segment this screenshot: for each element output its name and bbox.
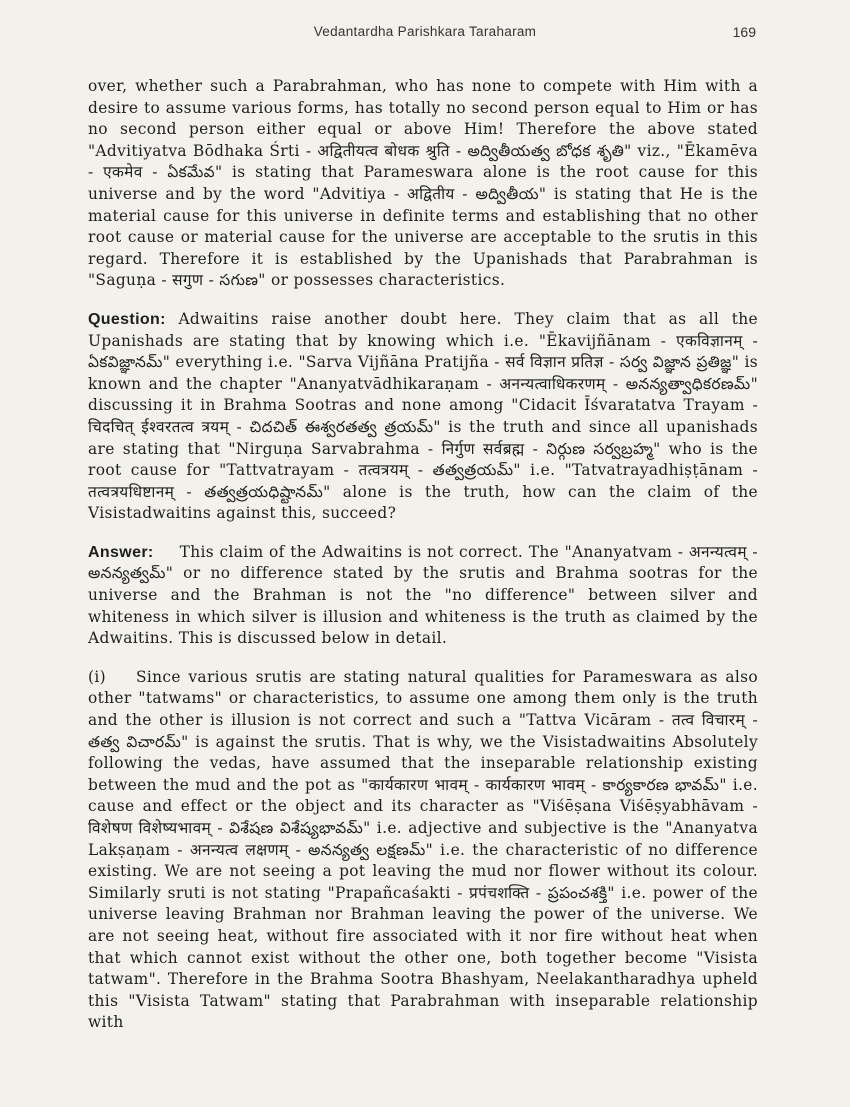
paragraph-text: This claim of the Adwaitins is not correct. The "Ananyatvam - अनन्यत्वम् - అనన్యత్వమ్" or no difference stated by the srutis and Brahma sootras for the universe and the Brahman is not the "no difference" between silver and whiteness in which silver is illusion and whiteness is the truth as claimed by the Adwaitins. This is discussed below in detail. (88, 542, 758, 648)
paragraph-point-i (88, 667, 758, 1034)
paragraph-answer (88, 542, 758, 650)
paragraph-text: Adwaitins raise another doubt here. They claim that as all the Upanishads are stating that by knowing which i.e. "Ēkavijñānam - एकविज्ञानम् - ఏకవిజ్ఞానమ్" everything i.e. "Sarva Vijñāna Pratijña - सर्व विज्ञान प्रतिज्ञ - సర్వ విజ్ఞాన ప్రతిజ్ఞ" is known and the chapter "Ananyatvādhikaraṇam - अनन्यत्वाधिकरणम् - అనన్యత్వాధికరణమ్" discussing it in Brahma Sootras and none among "Cidacit Īśvaratatva Trayam - चिदचित् ईश्वरतत्व त्रयम् - చిదచిత్ ఈశ్వరతత్వ త్రయమ్" is the truth and since all upanishads are stating that "Nirguṇa Sarvabrahma - निर्गुण सर्वब्रह्म - నిర్గుణ సర్వబ్రహ్మ" who is the root cause for "Tattvatrayam - तत्वत्रयम् - తత్వత్రయమ్" i.e. "Tatvatrayadhiṣṭānam - तत्वत्रयधिष्टानम् - తత్వత్రయధిష్టానమ్" alone is the truth, how can the claim of the Visistadwaitins against this, succeed? (88, 309, 758, 523)
paragraph-continuation (88, 76, 758, 292)
paragraph-question (88, 309, 758, 525)
page-number: 169 (732, 24, 756, 40)
answer-label: Answer: (88, 543, 154, 561)
paragraph-text: Since various srutis are stating natural qualities for Parameswara as also other "tatwams" or characteristics, to assume one among them only is the truth and the other is illusion is not correct and such a "Tattva Vicāram - तत्व विचारम् - తత్వ విచారమ్" is against the srutis. That is why, we the Visistadwaitins Absolutely following the vedas, have assumed that the inseparable relationship existing between the mud and the pot as "कार्यकारण भावम् - कार्यकारण भावम् - కార్యకారణ భావమ్" i.e. cause and effect or the object and its character as "Viśēṣana Viśēṣyabhāvam - विशेषण विशेष्यभावम् - విశేషణ విశేష్యభావమ్" i.e. adjective and subjective is the "Ananyatva Lakṣaṇam - अनन्यत्व लक्षणम् - అనన్యత్వ లక్షణమ్" i.e. the characteristic of no difference existing. We are not seeing a pot leaving the mud nor flower without its colour. Similarly sruti is not stating "Prapañcaśakti - प्रपंचशक्ति - ప్రపంచశక్తి" i.e. power of the universe leaving Brahman nor Brahman leaving the power of the universe. We are not seeing heat, without fire associated with it nor fire without heat when that which cannot exist without the other one, both together become "Visista tatwam". Therefore in the Brahma Sootra Bhashyam, Neelakantharadhya upheld this "Visista Tatwam" stating that Parabrahman with inseparable relationship with (88, 667, 758, 1032)
question-label: Question: (88, 310, 166, 328)
body-text (88, 76, 758, 1034)
enumeration-label: (i) (88, 667, 106, 686)
running-header (0, 24, 850, 44)
paragraph-text: over, whether such a Parabrahman, who has none to compete with Him with a desire to assume various forms, has totally no second person equal to Him or has no second person either equal or above Him! Therefore the above stated "Advitiyatva Bōdhaka Śrti - अद्वितीयत्व बोधक श्रुति - అద్వితీయత్వ బోధక శృతి" viz., "Ēkamēva - एकमेव - ఏకమేవ" is stating that Parameswara alone is the root cause for this universe and by the word "Advitiya - अद्वितीय - అద్వితీయ" is stating that He is the material cause for this universe in definite terms and establishing that no other root cause or material cause for the universe are acceptable to the srutis in this regard. Therefore it is established by the Upanishads that Parabrahman is "Saguṇa - सगुण - సగుణ" or possesses characteristics. (88, 77, 758, 290)
book-title: Vedantardha Parishkara Taraharam (313, 24, 537, 39)
